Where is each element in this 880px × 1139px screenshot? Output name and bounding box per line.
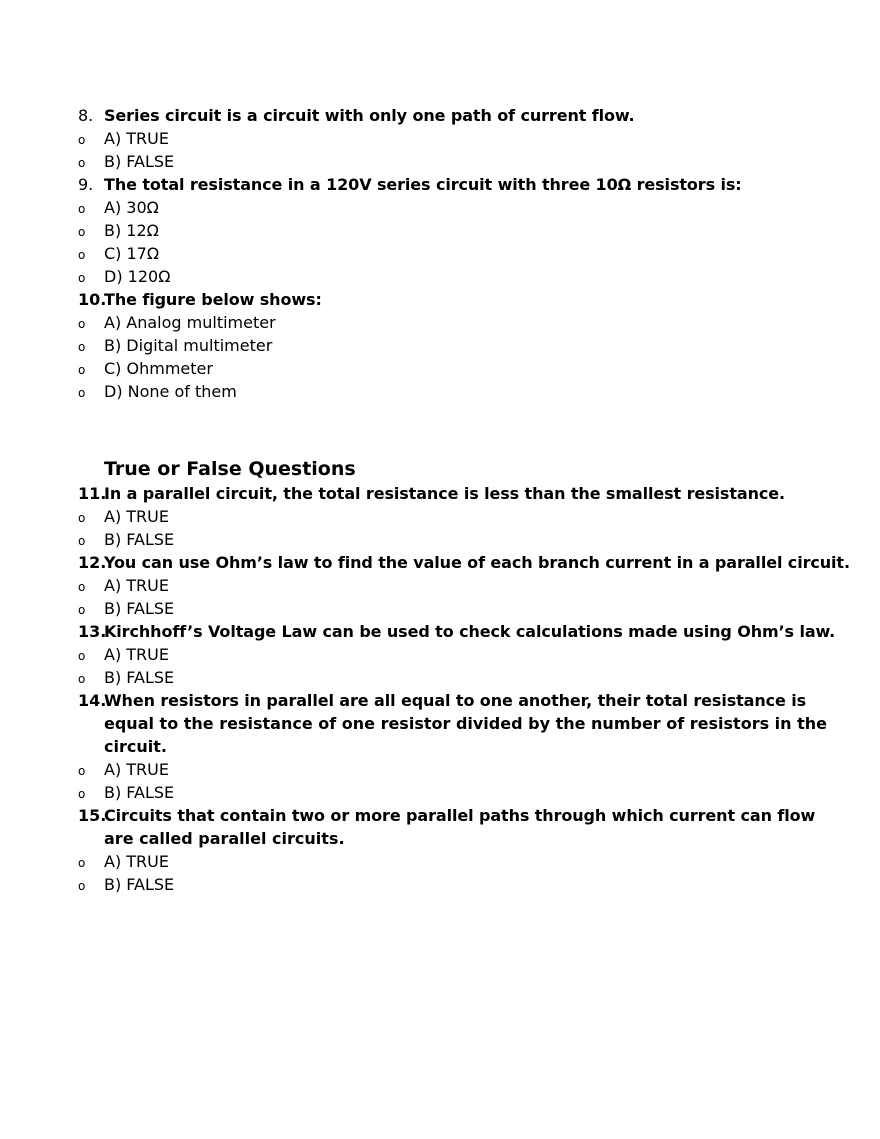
question-continuation-row — [0, 712, 880, 735]
circle-bullet-icon: o — [78, 248, 86, 262]
question-row — [0, 104, 880, 127]
question-number: 12. — [78, 553, 107, 572]
question-text: Kirchhoff’s Voltage Law can be used to check calculations made using Ohm’s law. — [104, 622, 836, 641]
answer-option[interactable] — [0, 334, 880, 357]
answer-option-label: B) FALSE — [104, 152, 175, 171]
question-text: Series circuit is a circuit with only one path of current flow. — [104, 106, 635, 125]
answer-option[interactable] — [0, 781, 880, 804]
document-page — [0, 104, 880, 896]
circle-bullet-icon: o — [78, 340, 86, 354]
question-row — [0, 173, 880, 196]
question-row — [0, 551, 880, 574]
answer-option-label: A) 30Ω — [104, 198, 159, 217]
circle-bullet-icon: o — [78, 580, 86, 594]
answer-option[interactable] — [0, 873, 880, 896]
question-text: In a parallel circuit, the total resistance is less than the smallest resistance. — [104, 484, 785, 503]
answer-option-label: B) FALSE — [104, 530, 175, 549]
question-text: circuit. — [104, 737, 167, 756]
question-block-true-false — [0, 482, 880, 896]
circle-bullet-icon: o — [78, 317, 86, 331]
question-block-multiple-choice — [0, 104, 880, 403]
question-row — [0, 689, 880, 712]
section-heading: True or False Questions — [104, 458, 356, 480]
question-text: The figure below shows: — [104, 290, 322, 309]
answer-option[interactable] — [0, 380, 880, 403]
circle-bullet-icon: o — [78, 672, 86, 686]
question-number: 11. — [78, 484, 107, 503]
circle-bullet-icon: o — [78, 271, 86, 285]
question-number: 8. — [78, 106, 94, 125]
answer-option-label: A) TRUE — [104, 760, 169, 779]
circle-bullet-icon: o — [78, 856, 86, 870]
answer-option-label: A) Analog multimeter — [104, 313, 276, 332]
question-number: 9. — [78, 175, 94, 194]
answer-option[interactable] — [0, 643, 880, 666]
answer-option-label: A) TRUE — [104, 507, 169, 526]
answer-option-label: C) 17Ω — [104, 244, 160, 263]
answer-option[interactable] — [0, 574, 880, 597]
question-number: 10. — [78, 290, 107, 309]
answer-option[interactable] — [0, 219, 880, 242]
circle-bullet-icon: o — [78, 511, 86, 525]
answer-option-label: A) TRUE — [104, 645, 169, 664]
question-continuation-row — [0, 735, 880, 758]
section-gap — [0, 403, 880, 457]
circle-bullet-icon: o — [78, 603, 86, 617]
circle-bullet-icon: o — [78, 386, 86, 400]
section-heading-row — [0, 457, 880, 482]
circle-bullet-icon: o — [78, 202, 86, 216]
answer-option-label: B) FALSE — [104, 668, 175, 687]
answer-option-label: D) None of them — [104, 382, 237, 401]
answer-option-label: D) 120Ω — [104, 267, 171, 286]
answer-option[interactable] — [0, 528, 880, 551]
question-number: 13. — [78, 622, 107, 641]
answer-option[interactable] — [0, 597, 880, 620]
question-text: Circuits that contain two or more parallel paths through which current can flow — [104, 806, 816, 825]
answer-option[interactable] — [0, 196, 880, 219]
question-text: You can use Ohm’s law to find the value of each branch current in a parallel circuit. — [104, 553, 850, 572]
circle-bullet-icon: o — [78, 156, 86, 170]
answer-option[interactable] — [0, 242, 880, 265]
question-row — [0, 482, 880, 505]
circle-bullet-icon: o — [78, 534, 86, 548]
circle-bullet-icon: o — [78, 133, 86, 147]
answer-option-label: A) TRUE — [104, 576, 169, 595]
answer-option-label: B) FALSE — [104, 599, 175, 618]
circle-bullet-icon: o — [78, 363, 86, 377]
answer-option-label: A) TRUE — [104, 852, 169, 871]
answer-option[interactable] — [0, 127, 880, 150]
question-text: When resistors in parallel are all equal to one another, their total resistance is — [104, 691, 807, 710]
answer-option[interactable] — [0, 265, 880, 288]
answer-option[interactable] — [0, 311, 880, 334]
question-text: The total resistance in a 120V series circuit with three 10Ω resistors is: — [104, 175, 742, 194]
question-row — [0, 620, 880, 643]
answer-option[interactable] — [0, 666, 880, 689]
circle-bullet-icon: o — [78, 787, 86, 801]
answer-option-label: B) Digital multimeter — [104, 336, 273, 355]
question-number: 15. — [78, 806, 107, 825]
question-text: are called parallel circuits. — [104, 829, 345, 848]
answer-option[interactable] — [0, 357, 880, 380]
answer-option-label: A) TRUE — [104, 129, 169, 148]
question-row — [0, 804, 880, 827]
answer-option-label: B) FALSE — [104, 783, 175, 802]
answer-option[interactable] — [0, 850, 880, 873]
circle-bullet-icon: o — [78, 879, 86, 893]
question-continuation-row — [0, 827, 880, 850]
answer-option[interactable] — [0, 150, 880, 173]
answer-option-label: C) Ohmmeter — [104, 359, 213, 378]
circle-bullet-icon: o — [78, 225, 86, 239]
circle-bullet-icon: o — [78, 649, 86, 663]
answer-option[interactable] — [0, 505, 880, 528]
answer-option[interactable] — [0, 758, 880, 781]
question-number: 14. — [78, 691, 107, 710]
question-text: equal to the resistance of one resistor divided by the number of resistors in the — [104, 714, 828, 733]
circle-bullet-icon: o — [78, 764, 86, 778]
answer-option-label: B) 12Ω — [104, 221, 159, 240]
answer-option-label: B) FALSE — [104, 875, 175, 894]
question-row — [0, 288, 880, 311]
